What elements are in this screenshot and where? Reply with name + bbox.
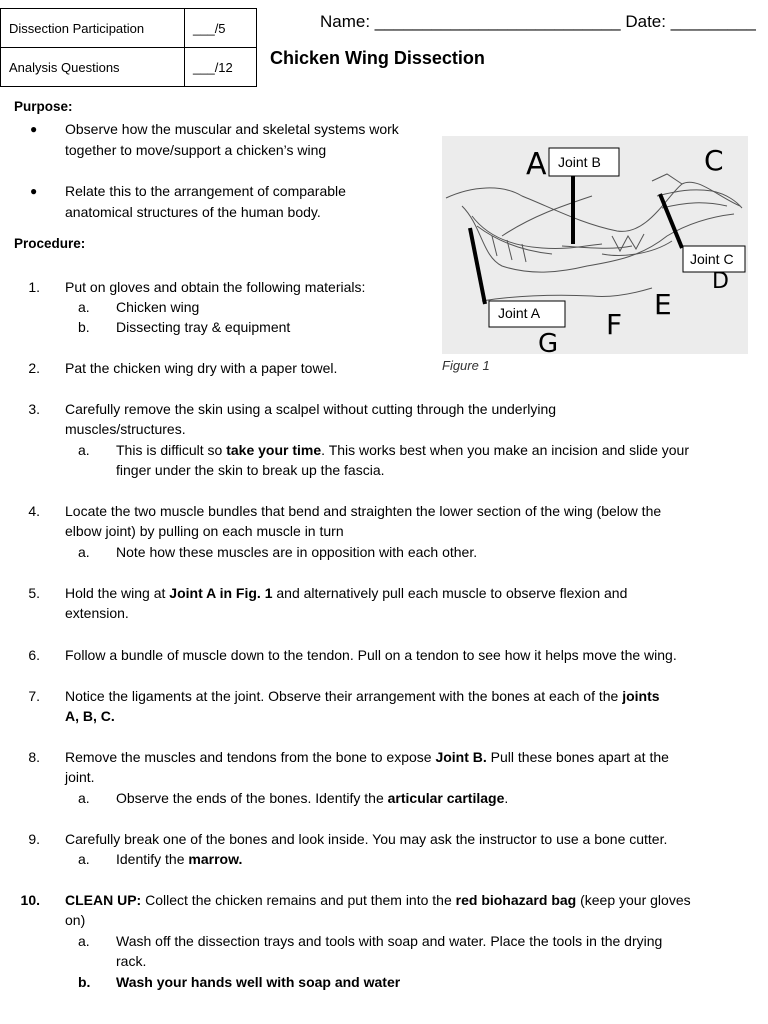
step-text: Carefully remove the skin using a scalpel without cutting through the underlying — [65, 401, 557, 417]
letter-c: C — [704, 144, 724, 177]
step-number: 9. — [28, 831, 40, 847]
sub-text: Note how these muscles are in opposition with each other. — [116, 544, 478, 560]
sub-text: rack. — [116, 953, 147, 969]
step-text: Pat the chicken wing dry with a paper towel. — [65, 360, 338, 376]
step-number: 4. — [28, 503, 40, 519]
letter-d: D — [712, 269, 729, 294]
step-number: 10. — [20, 892, 40, 908]
bold-run: red biohazard bag — [455, 892, 577, 908]
step-number: 7. — [28, 688, 40, 704]
step-text — [65, 583, 760, 604]
sub-text: Wash your hands well with soap and water — [116, 974, 401, 990]
sub-letter: b. — [78, 319, 90, 335]
text-run: (keep your gloves — [576, 892, 691, 908]
sub-text — [116, 440, 761, 461]
step-number: 8. — [28, 749, 40, 765]
joint-c-label: Joint C — [690, 251, 734, 267]
score-label: Analysis Questions — [1, 48, 185, 87]
sub-text — [116, 849, 761, 870]
score-row — [1, 9, 257, 48]
bold-run: articular cartilage — [387, 790, 505, 806]
step-text: on) — [65, 912, 86, 928]
sub-letter: a. — [78, 851, 90, 867]
bold-run: marrow. — [188, 851, 243, 867]
step-number: 1. — [28, 279, 40, 295]
joint-a-label: Joint A — [498, 305, 541, 321]
score-value: ___/5 — [185, 9, 257, 48]
bullet-icon: ● — [30, 122, 38, 136]
sub-letter: a. — [78, 933, 90, 949]
score-label: Dissection Participation — [1, 9, 185, 48]
text-run: . — [504, 790, 509, 806]
step-text — [65, 686, 760, 707]
text-run: This is difficult so — [116, 442, 227, 458]
text-run: . This works best when you make an incision and slide your — [321, 442, 689, 458]
bullet-icon: ● — [30, 184, 38, 198]
step-text: Locate the two muscle bundles that bend and straighten the lower section of the wing (below the — [65, 503, 662, 519]
text-run: Observe the ends of the bones. Identify the — [116, 790, 388, 806]
letter-a: A — [526, 147, 547, 182]
step-text — [65, 890, 760, 911]
sub-letter: a. — [78, 299, 90, 315]
bold-run: CLEAN UP: — [65, 892, 142, 908]
sub-letter: a. — [78, 544, 90, 560]
step-number: 5. — [28, 585, 40, 601]
step-text: elbow joint) by pulling on each muscle in turn — [65, 523, 344, 539]
bold-run: joints — [622, 688, 660, 704]
score-table — [0, 8, 257, 87]
letter-e: E — [654, 288, 672, 321]
text-run: Remove the muscles and tendons from the bone to expose — [65, 749, 436, 765]
step-number: 2. — [28, 360, 40, 376]
sub-text: Dissecting tray & equipment — [116, 319, 291, 335]
bold-run: Joint B. — [435, 749, 487, 765]
sub-text: Chicken wing — [116, 299, 200, 315]
text-run: Notice the ligaments at the joint. Observe their arrangement with the bones at each of the — [65, 688, 623, 704]
figure-caption: Figure 1 — [442, 358, 490, 373]
step-text: muscles/structures. — [65, 421, 186, 437]
purpose-heading: Purpose: — [14, 99, 73, 114]
step-text: Carefully break one of the bones and look inside. You may ask the instructor to use a bone cutter. — [65, 831, 668, 847]
text-run: Hold the wing at — [65, 585, 170, 601]
bold-run: Joint A in Fig. 1 — [169, 585, 273, 601]
procedure-heading: Procedure: — [14, 236, 86, 251]
step-number: 3. — [28, 401, 40, 417]
page-title: Chicken Wing Dissection — [270, 48, 485, 68]
bullet-text: Relate this to the arrangement of comparable anatomical structures of the human body. — [65, 183, 346, 220]
step-text: A, B, C. — [65, 708, 115, 724]
text-run: Collect the chicken remains and put them into the — [141, 892, 456, 908]
sub-letter: a. — [78, 442, 90, 458]
sub-letter: b. — [78, 974, 91, 990]
sub-text: Wash off the dissection trays and tools with soap and water. Place the tools in the drying — [116, 933, 663, 949]
name-date-line: Name: __________________________ Date: _________ — [320, 12, 756, 31]
bullet-text: Observe how the muscular and skeletal systems work together to move/support a chicken’s wing — [65, 121, 399, 158]
letter-f: F — [606, 308, 623, 341]
text-run: Pull these bones apart at the — [486, 749, 669, 765]
score-row — [1, 48, 257, 87]
text-run: Identify the — [116, 851, 189, 867]
bold-run: take your time — [226, 442, 322, 458]
step-text: extension. — [65, 605, 129, 621]
joint-b-label: Joint B — [558, 154, 601, 170]
text-run: and alternatively pull each muscle to observe flexion and — [272, 585, 628, 601]
step-text: joint. — [65, 769, 95, 785]
step-text — [65, 747, 760, 768]
sub-letter: a. — [78, 790, 90, 806]
step-number: 6. — [28, 647, 40, 663]
score-value: ___/12 — [185, 48, 257, 87]
step-text: Put on gloves and obtain the following materials: — [65, 279, 366, 295]
sub-text — [116, 788, 761, 809]
step-text: Follow a bundle of muscle down to the tendon. Pull on a tendon to see how it helps move the wing. — [65, 647, 677, 663]
letter-g: G — [538, 329, 559, 354]
sub-text: finger under the skin to break up the fascia. — [116, 462, 385, 478]
